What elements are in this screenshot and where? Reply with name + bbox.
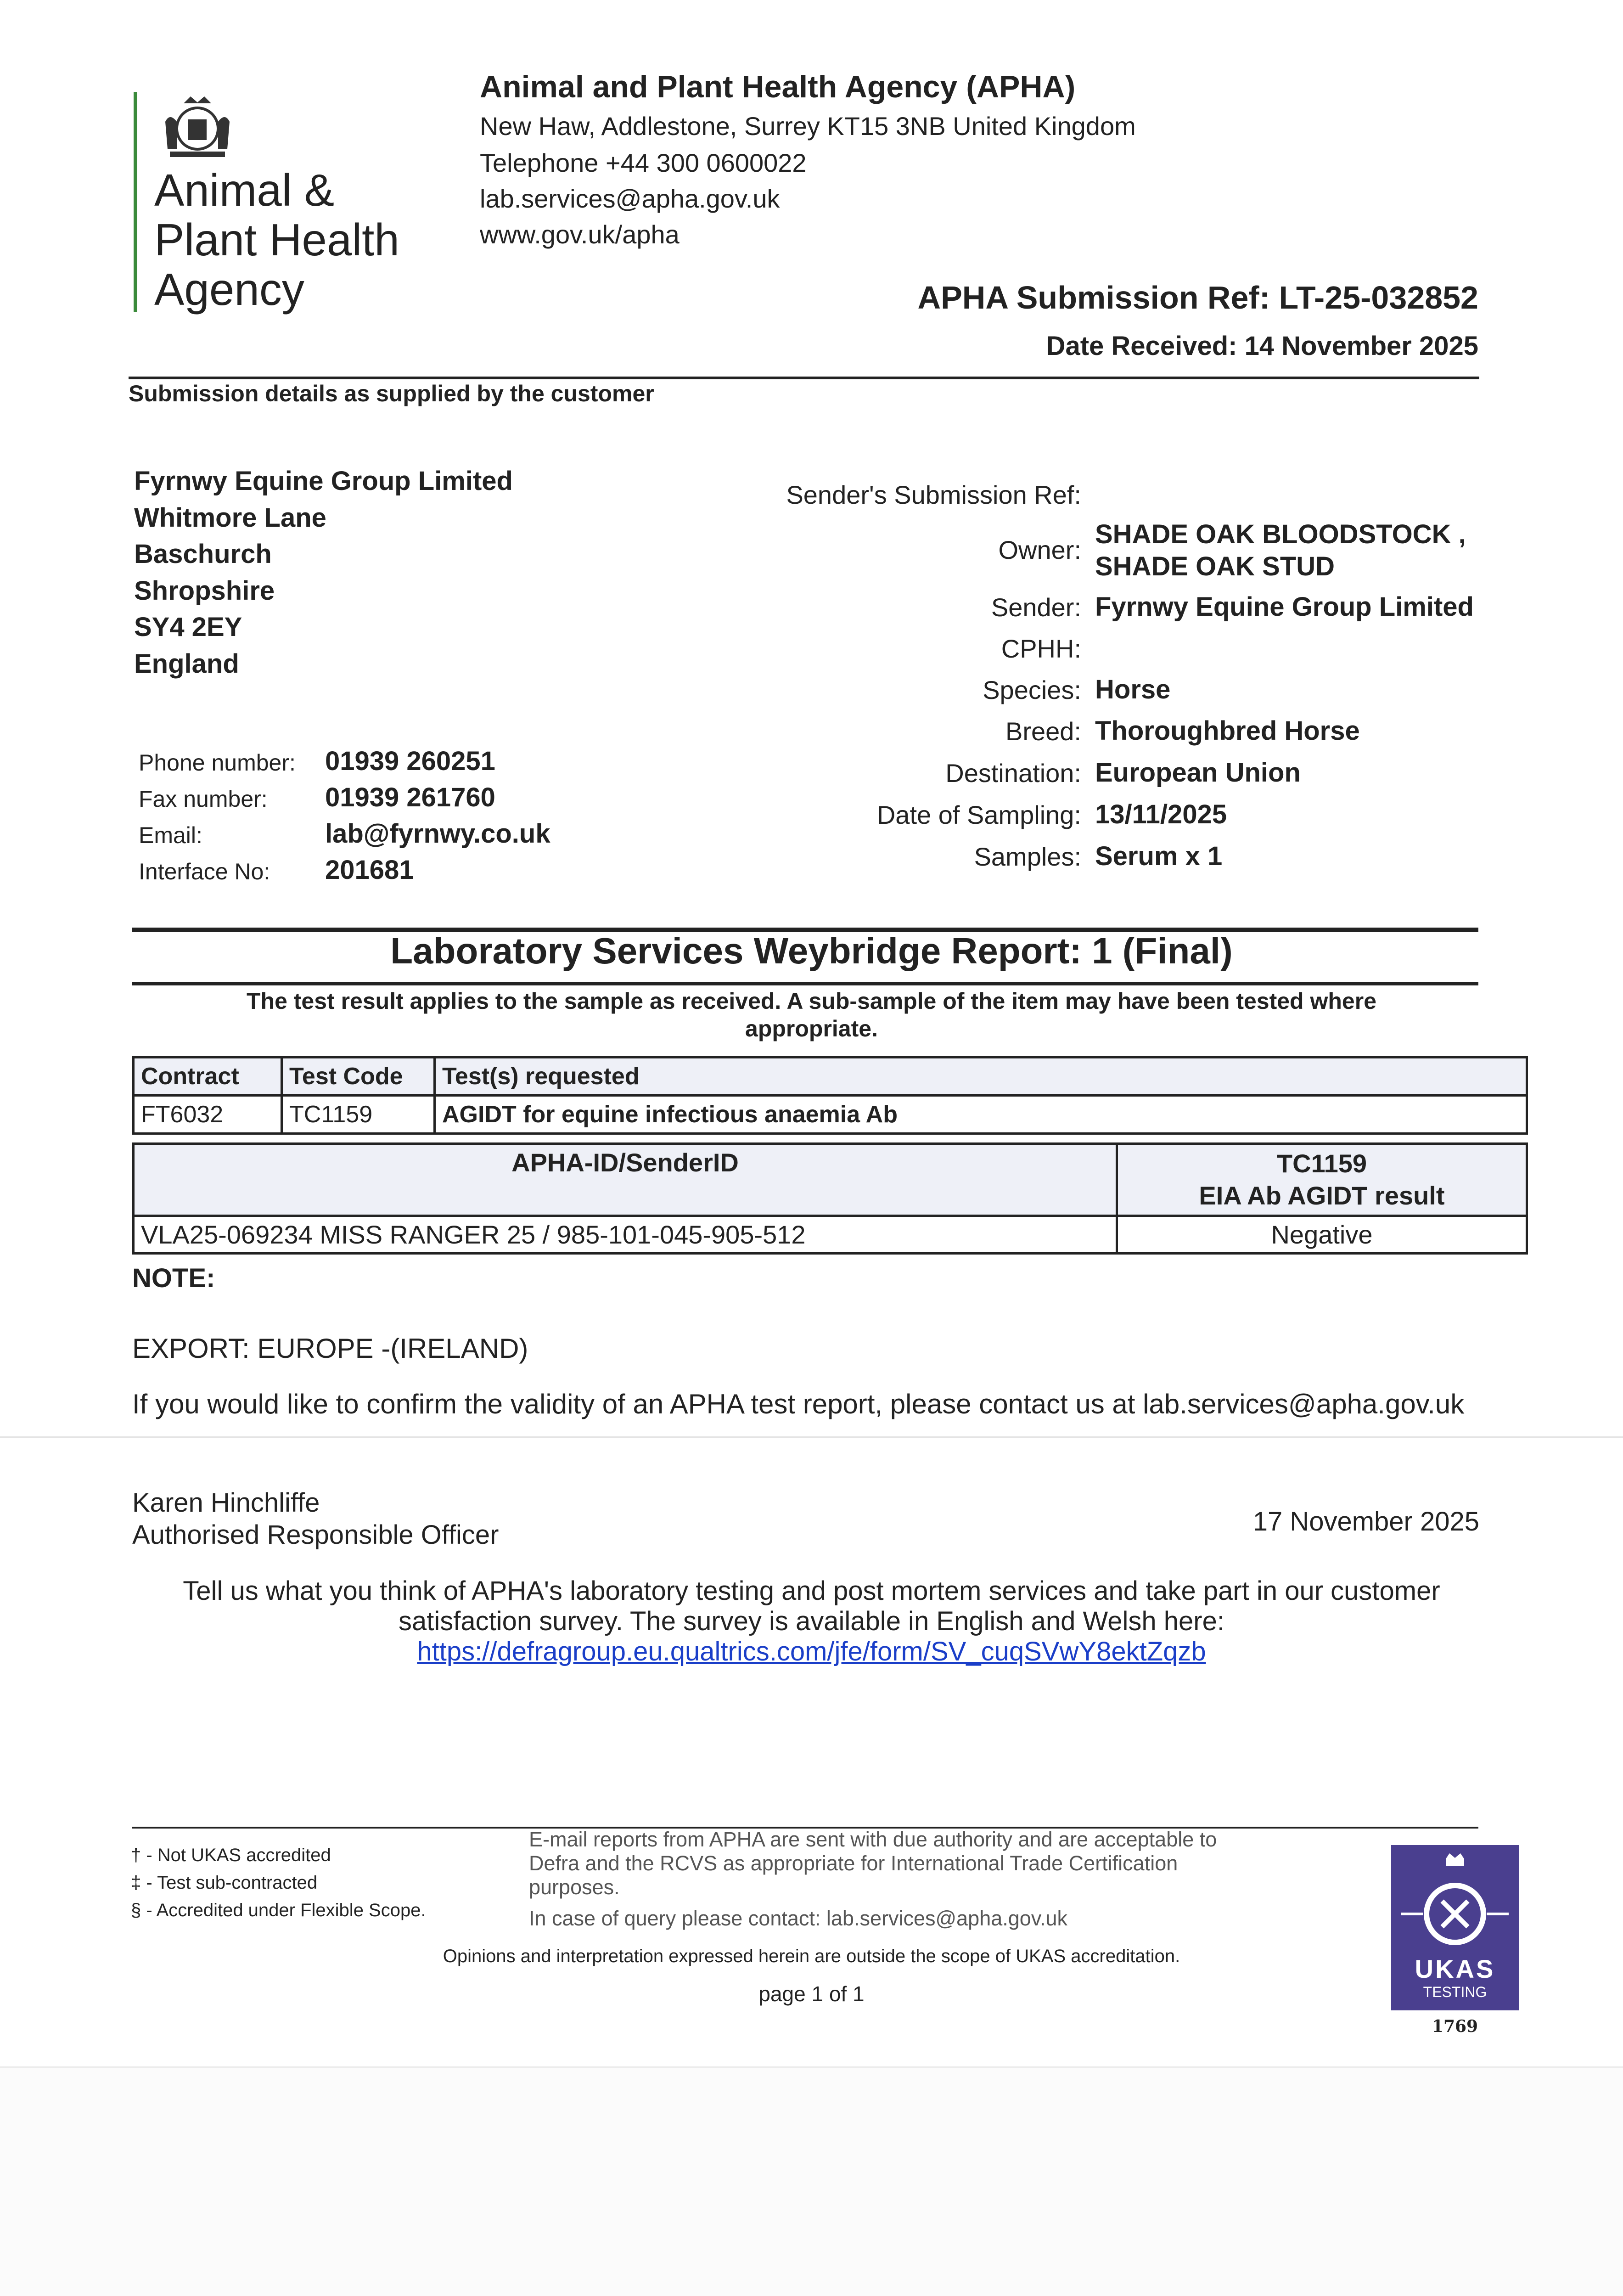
samples-value: Serum x 1 <box>1095 841 1223 871</box>
tests-table <box>132 1056 1528 1135</box>
agency-website[interactable]: www.gov.uk/apha <box>480 220 680 249</box>
table-header-row <box>134 1144 1527 1216</box>
cell-apha-id: VLA25-069234 MISS RANGER 25 / 985-101-045-905-512 <box>134 1216 1117 1254</box>
interface-value: 201681 <box>325 855 414 885</box>
interface-label: Interface No: <box>139 859 270 884</box>
email-value[interactable]: lab@fyrnwy.co.uk <box>325 819 550 849</box>
breed-label: Breed: <box>1005 717 1081 746</box>
report-divider-bottom <box>132 982 1478 985</box>
phone-label: Phone number: <box>139 750 296 776</box>
header-contract: Contract <box>134 1058 282 1096</box>
legend-line: † - Not UKAS accredited <box>131 1845 331 1865</box>
address-line: Baschurch <box>134 539 272 569</box>
agency-address: New Haw, Addlestone, Surrey KT15 3NB United Kingdom <box>480 112 1136 141</box>
legend-line: § - Accredited under Flexible Scope. <box>131 1900 426 1920</box>
customer-address <box>134 463 513 682</box>
cell-contract: FT6032 <box>134 1096 282 1134</box>
page-fold-line <box>0 1436 1623 1438</box>
species-label: Species: <box>983 675 1081 704</box>
header-tests-requested: Test(s) requested <box>435 1058 1527 1096</box>
opinion-disclaimer: Opinions and interpretation expressed herein are outside the scope of UKAS accreditation. <box>443 1946 1180 1966</box>
agency-telephone: Telephone +44 300 0600022 <box>480 148 807 177</box>
samples-label: Samples: <box>974 842 1081 871</box>
agency-email[interactable]: lab.services@apha.gov.uk <box>480 184 780 213</box>
page-number: page 1 of 1 <box>758 1982 865 2006</box>
survey-text: Tell us what you think of APHA's laboratory testing and post mortem services and take part in our customer satisfaction survey. The survey is available in English and Welsh here: <box>183 1576 1440 1636</box>
ukas-emblem-icon <box>1391 1845 1519 1960</box>
report-title: Laboratory Services Weybridge Report: 1 (Final) <box>390 930 1233 971</box>
sender-value: Fyrnwy Equine Group Limited <box>1095 592 1474 622</box>
ukas-badge <box>1391 1845 1519 2010</box>
owner-value: SHADE OAK BLOODSTOCK , <box>1095 519 1466 549</box>
ukas-label: UKAS <box>1415 1954 1495 1983</box>
sampling-date-label: Date of Sampling: <box>876 800 1081 829</box>
agency-name: Animal and Plant Health Agency (APHA) <box>480 69 1076 104</box>
table-row <box>134 1096 1527 1134</box>
ukas-sub-label: TESTING <box>1423 1984 1487 2000</box>
scan-margin <box>0 2066 1623 2296</box>
section-title: Submission details as supplied by the customer <box>129 381 654 406</box>
logo-line-1: Animal & <box>154 165 335 215</box>
header-result <box>1117 1144 1527 1216</box>
logo-accent-bar <box>134 92 137 312</box>
cell-test-code: TC1159 <box>282 1096 435 1134</box>
royal-crest-icon <box>152 90 243 163</box>
owner-value-2: SHADE OAK STUD <box>1095 551 1335 581</box>
fax-label: Fax number: <box>139 786 268 812</box>
fax-value: 01939 261760 <box>325 782 495 812</box>
note-label: NOTE: <box>132 1263 215 1293</box>
results-table <box>132 1142 1528 1255</box>
owner-label: Owner: <box>998 535 1081 564</box>
email-label: Email: <box>139 822 202 848</box>
report-applies-note: The test result applies to the sample as received. A sub-sample of the item may have been tested where appropriate. <box>246 988 1376 1041</box>
header-result-code: TC1159 <box>1276 1149 1367 1178</box>
address-line: Whitmore Lane <box>134 502 326 533</box>
query-contact: In case of query please contact: lab.services@apha.gov.uk <box>529 1907 1068 1930</box>
export-note: EXPORT: EUROPE -(IRELAND) <box>132 1333 528 1364</box>
table-header-row <box>134 1058 1527 1096</box>
address-line: Shropshire <box>134 575 275 606</box>
species-value: Horse <box>1095 675 1171 704</box>
breed-value: Thoroughbred Horse <box>1095 716 1360 746</box>
legend-line: ‡ - Test sub-contracted <box>131 1873 318 1893</box>
address-line: Fyrnwy Equine Group Limited <box>134 466 513 496</box>
header-divider <box>129 377 1479 379</box>
ukas-number: 1769 <box>1432 2017 1478 2036</box>
logo-line-3: Agency <box>154 264 304 315</box>
accreditation-legend <box>131 1841 426 1924</box>
address-line: SY4 2EY <box>134 612 242 642</box>
destination-label: Destination: <box>945 759 1081 788</box>
cphh-label: CPHH: <box>1001 634 1081 663</box>
destination-value: European Union <box>1095 758 1301 788</box>
sampling-date-value: 13/11/2025 <box>1095 799 1227 829</box>
signer-role: Authorised Responsible Officer <box>132 1520 499 1550</box>
logo-line-2: Plant Health <box>154 214 399 265</box>
phone-value: 01939 260251 <box>325 746 495 776</box>
submission-ref: APHA Submission Ref: LT-25-032852 <box>917 280 1478 315</box>
sign-date: 17 November 2025 <box>1252 1507 1479 1536</box>
confirm-validity-text: If you would like to confirm the validity of an APHA test report, please contact us at lab.services@apha.gov.uk <box>132 1389 1465 1419</box>
header-apha-id: APHA-ID/SenderID <box>134 1144 1117 1216</box>
email-reports-note: E-mail reports from APHA are sent with due authority and are acceptable to Defra and the RCVS as appropriate for International Trade Certification purposes. <box>529 1828 1217 1899</box>
survey-link[interactable]: https://defragroup.eu.qualtrics.com/jfe/form/SV_cuqSVwY8ektZqzb <box>417 1637 1206 1666</box>
cell-result: Negative <box>1117 1216 1527 1254</box>
cell-test-requested: AGIDT for equine infectious anaemia Ab <box>435 1096 1527 1134</box>
header-result-name: EIA Ab AGIDT result <box>1199 1181 1445 1210</box>
signer-name: Karen Hinchliffe <box>132 1488 320 1518</box>
signer-block <box>132 1487 499 1551</box>
table-row <box>134 1216 1527 1254</box>
date-received: Date Received: 14 November 2025 <box>1046 331 1478 361</box>
survey-block <box>138 1576 1485 1667</box>
header-test-code: Test Code <box>282 1058 435 1096</box>
address-line: England <box>134 648 239 679</box>
agency-logo-text <box>154 165 399 314</box>
sender-ref-label: Sender's Submission Ref: <box>786 480 1081 509</box>
sender-label: Sender: <box>991 593 1081 622</box>
